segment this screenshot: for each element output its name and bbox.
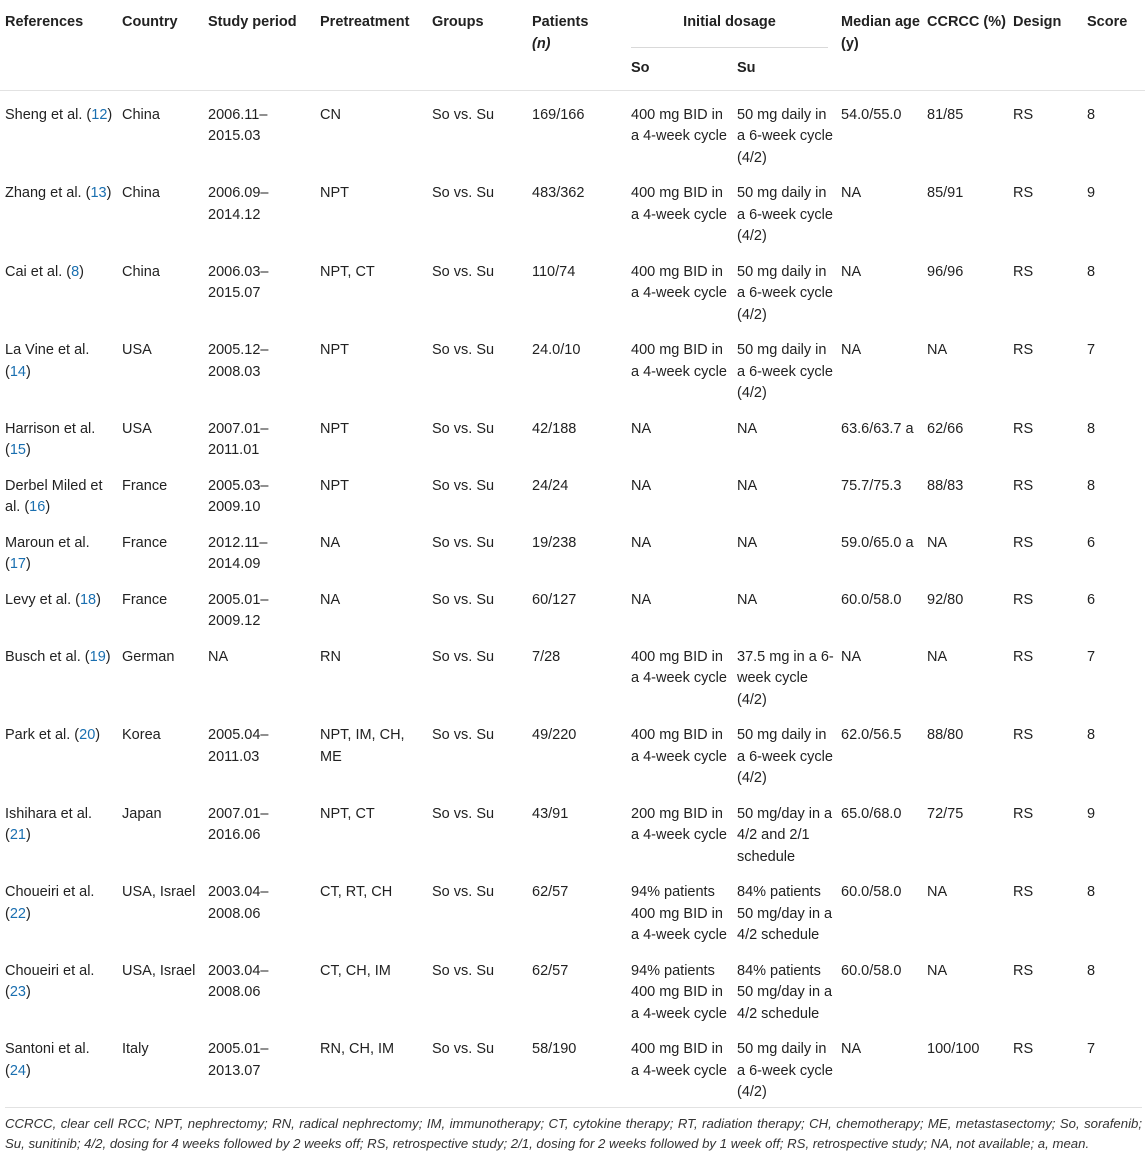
table-row (0, 947, 1145, 1026)
header-design: Design (1013, 14, 1062, 30)
cell-dosage-su: 84% patients 50 mg/day in a 4/2 schedule (737, 884, 833, 943)
cell-groups: So vs. Su (432, 591, 495, 608)
cell-dosage-so: NA (631, 477, 652, 494)
header-so: So (631, 60, 650, 76)
reference-text: Levy et al. ( (5, 591, 80, 608)
cell-score: 8 (1087, 106, 1096, 123)
cell-country: China (122, 185, 160, 201)
citation-link[interactable]: 8 (71, 263, 80, 280)
cell-dosage-su: 50 mg daily in a 6-week cycle (4/2) (737, 342, 833, 401)
cell-study-period: 2006.03–2015.07 (208, 263, 269, 301)
cell-ccrcc: 81/85 (927, 106, 964, 123)
cell-groups: So vs. Su (432, 648, 495, 665)
cell-country: France (122, 591, 168, 608)
cell-study-period: 2005.03–2009.10 (208, 477, 269, 515)
cell-patients: 169/166 (532, 106, 585, 123)
cell-ccrcc: NA (927, 648, 948, 665)
cell-design: RS (1013, 962, 1034, 979)
cell-dosage-so: 200 mg BID in a 4-week cycle (631, 805, 727, 843)
cell-score: 8 (1087, 962, 1096, 979)
cell-pretreatment: RN, CH, IM (320, 1041, 395, 1057)
cell-groups: So vs. Su (432, 884, 495, 900)
cell-score: 8 (1087, 727, 1096, 743)
cell-ccrcc: NA (927, 534, 948, 551)
reference-text: Choueiri et al. ( (5, 884, 95, 922)
cell-dosage-su: 50 mg daily in a 6-week cycle (4/2) (737, 1041, 833, 1100)
cell-groups: So vs. Su (432, 106, 495, 123)
reference-text: Zhang et al. ( (5, 185, 91, 201)
header-groups: Groups (432, 14, 484, 30)
cell-study-period: 2005.01–2013.07 (208, 1041, 269, 1079)
cell-dosage-so: 400 mg BID in a 4-week cycle (631, 185, 727, 223)
citation-link[interactable]: 14 (9, 363, 26, 380)
cell-ccrcc: 88/80 (927, 727, 964, 743)
cell-pretreatment: NPT, CT (320, 263, 375, 280)
cell-study-period: 2006.09–2014.12 (208, 185, 269, 223)
cell-groups: So vs. Su (432, 263, 495, 280)
cell-study-period: 2006.11–2015.03 (208, 106, 268, 144)
header-study-period: Study period (208, 14, 297, 30)
cell-reference: Cai et al. (8) (5, 263, 85, 280)
reference-text: Santoni et al. ( (5, 1041, 90, 1079)
cell-country: France (122, 534, 168, 551)
cell-dosage-su: NA (737, 534, 758, 551)
cell-reference: Harrison et al. (15) (5, 420, 96, 458)
table-row (0, 169, 1145, 248)
cell-reference: Levy et al. (18) (5, 591, 101, 608)
cell-country: China (122, 263, 160, 280)
table-row (0, 790, 1145, 869)
table-row (0, 405, 1145, 462)
cell-design: RS (1013, 884, 1034, 900)
cell-patients: 483/362 (532, 185, 585, 201)
cell-median-age: 54.0/55.0 (841, 106, 902, 123)
cell-ccrcc: 100/100 (927, 1041, 980, 1057)
cell-reference: Derbel Miled et al. (16) (5, 477, 103, 515)
citation-link[interactable]: 16 (29, 499, 46, 515)
citation-link[interactable]: 20 (79, 727, 96, 743)
table-row (0, 248, 1145, 327)
cell-score: 6 (1087, 534, 1096, 551)
cell-median-age: 60.0/58.0 (841, 884, 902, 900)
table-body (0, 91, 1145, 1114)
cell-country: Italy (122, 1041, 149, 1057)
table-row (0, 576, 1145, 633)
header-score: Score (1087, 14, 1128, 30)
cell-dosage-su: 50 mg daily in a 6-week cycle (4/2) (737, 106, 833, 166)
cell-study-period: 2007.01–2016.06 (208, 805, 269, 843)
cell-dosage-so: 400 mg BID in a 4-week cycle (631, 106, 727, 144)
cell-pretreatment: NA (320, 534, 341, 551)
cell-median-age: 62.0/56.5 (841, 727, 902, 743)
cell-design: RS (1013, 805, 1034, 822)
header-su: Su (737, 60, 756, 76)
cell-country: USA, Israel (122, 884, 196, 900)
cell-reference: Ishihara et al. (21) (5, 805, 93, 843)
cell-dosage-so: 400 mg BID in a 4-week cycle (631, 1041, 727, 1079)
cell-dosage-so: 400 mg BID in a 4-week cycle (631, 727, 727, 765)
cell-pretreatment: NPT, CT (320, 805, 375, 822)
cell-score: 8 (1087, 263, 1096, 280)
cell-median-age: NA (841, 342, 862, 358)
cell-patients: 49/220 (532, 727, 577, 743)
citation-link[interactable]: 12 (91, 106, 108, 123)
cell-groups: So vs. Su (432, 727, 495, 743)
cell-reference: Sheng et al. (12) (5, 106, 113, 123)
header-pretreatment: Pretreatment (320, 14, 410, 30)
cell-reference: Choueiri et al. (23) (5, 962, 95, 1000)
cell-ccrcc: 92/80 (927, 591, 964, 608)
cell-reference: Santoni et al. (24) (5, 1041, 90, 1079)
cell-ccrcc: 72/75 (927, 805, 964, 822)
reference-text: Cai et al. ( (5, 263, 72, 280)
table-header (0, 0, 1145, 91)
table-row (0, 91, 1145, 170)
cell-study-period: 2005.04–2011.03 (208, 727, 269, 765)
cell-reference: Maroun et al. (17) (5, 534, 90, 572)
citation-link[interactable]: 17 (9, 556, 26, 572)
cell-pretreatment: NPT (320, 420, 349, 437)
header-country: Country (122, 14, 178, 30)
cell-ccrcc: NA (927, 342, 948, 358)
header-patients (527, 0, 626, 90)
cell-country: USA, Israel (122, 962, 196, 979)
cell-median-age: 75.7/75.3 (841, 477, 902, 494)
reference-text: Choueiri et al. ( (5, 962, 95, 1000)
table-row (0, 326, 1145, 405)
cell-dosage-su: NA (737, 591, 758, 608)
cell-patients: 110/74 (532, 263, 576, 280)
header-references: References (5, 14, 84, 30)
table-row (0, 711, 1145, 790)
citation-link[interactable]: 13 (90, 185, 107, 201)
header-ccrcc: CCRCC (%) (927, 14, 1006, 30)
cell-groups: So vs. Su (432, 1041, 495, 1057)
cell-patients: 42/188 (532, 420, 577, 437)
cell-design: RS (1013, 106, 1034, 123)
citation-link[interactable]: 22 (9, 905, 26, 922)
cell-pretreatment: NPT, IM, CH, ME (320, 727, 405, 765)
cell-score: 7 (1087, 648, 1096, 665)
cell-pretreatment: CN (320, 106, 341, 123)
cell-study-period: 2005.01–2009.12 (208, 591, 269, 629)
cell-score: 7 (1087, 1041, 1096, 1057)
cell-median-age: NA (841, 185, 862, 201)
cell-median-age: NA (841, 648, 862, 665)
reference-text: Busch et al. ( (5, 648, 90, 665)
cell-design: RS (1013, 1041, 1034, 1057)
cell-study-period: 2007.01–2011.01 (208, 420, 269, 458)
cell-score: 8 (1087, 477, 1096, 494)
cell-patients: 24.0/10 (532, 342, 581, 358)
cell-dosage-su: 84% patients 50 mg/day in a 4/2 schedule (737, 962, 833, 1022)
cell-pretreatment: CT, CH, IM (320, 962, 391, 979)
reference-text: Maroun et al. ( (5, 534, 90, 572)
cell-dosage-su: 50 mg/day in a 4/2 and 2/1 schedule (737, 805, 833, 865)
cell-median-age: NA (841, 1041, 862, 1057)
cell-groups: So vs. Su (432, 534, 495, 551)
cell-dosage-su: NA (737, 420, 758, 437)
reference-text: Sheng et al. ( (5, 106, 92, 123)
cell-country: USA (122, 420, 152, 437)
cell-patients: 19/238 (532, 534, 577, 551)
cell-median-age: 65.0/68.0 (841, 805, 902, 822)
cell-ccrcc: 62/66 (927, 420, 964, 437)
cell-dosage-so: 94% patients 400 mg BID in a 4-week cycle (631, 962, 727, 1022)
cell-design: RS (1013, 727, 1034, 743)
cell-median-age: 59.0/65.0 a (841, 534, 914, 551)
cell-patients: 7/28 (532, 648, 561, 665)
table-row (0, 868, 1145, 947)
cell-country: China (122, 106, 160, 123)
cell-groups: So vs. Su (432, 185, 495, 201)
cell-country: France (122, 477, 168, 494)
cell-patients: 62/57 (532, 962, 569, 979)
table-row (0, 1025, 1145, 1114)
cell-score: 8 (1087, 884, 1096, 900)
cell-ccrcc: 96/96 (927, 263, 964, 280)
cell-groups: So vs. Su (432, 962, 495, 979)
cell-ccrcc: NA (927, 962, 948, 979)
header-initial-dosage-label: Initial dosage (631, 12, 828, 48)
cell-score: 7 (1087, 342, 1096, 358)
cell-country: Korea (122, 727, 161, 743)
cell-design: RS (1013, 591, 1034, 608)
header-patients-label: Patients (532, 14, 589, 30)
cell-design: RS (1013, 534, 1034, 551)
citation-link[interactable]: 24 (9, 1062, 26, 1079)
cell-reference: Park et al. (20) (5, 727, 101, 743)
cell-country: Japan (122, 805, 162, 822)
cell-dosage-su: 50 mg daily in a 6-week cycle (4/2) (737, 185, 833, 244)
table-row (0, 462, 1145, 519)
cell-study-period: 2012.11–2014.09 (208, 534, 268, 572)
cell-design: RS (1013, 185, 1034, 201)
cell-study-period: NA (208, 648, 229, 665)
cell-dosage-su: 50 mg daily in a 6-week cycle (4/2) (737, 263, 833, 323)
cell-pretreatment: CT, RT, CH (320, 884, 393, 900)
cell-median-age: NA (841, 263, 862, 280)
cell-median-age: 60.0/58.0 (841, 962, 902, 979)
reference-text: Derbel Miled et al. ( (5, 477, 103, 515)
cell-country: German (122, 648, 175, 665)
cell-dosage-so: 400 mg BID in a 4-week cycle (631, 648, 727, 686)
header-median-age: Median age (y) (841, 14, 920, 52)
header-patients-n: (n) (532, 35, 551, 52)
table-row (0, 519, 1145, 576)
reference-text: Ishihara et al. ( (5, 805, 93, 843)
cell-patients: 58/190 (532, 1041, 577, 1057)
header-initial-dosage (626, 0, 836, 49)
cell-groups: So vs. Su (432, 477, 495, 494)
cell-design: RS (1013, 648, 1034, 665)
cell-groups: So vs. Su (432, 420, 495, 437)
cell-score: 6 (1087, 591, 1096, 608)
cell-design: RS (1013, 420, 1034, 437)
citation-link[interactable]: 23 (9, 984, 26, 1000)
cell-dosage-so: 400 mg BID in a 4-week cycle (631, 342, 727, 380)
cell-median-age: 60.0/58.0 (841, 591, 902, 608)
cell-median-age: 63.6/63.7 a (841, 420, 914, 437)
cell-score: 9 (1087, 805, 1096, 822)
reference-text: La Vine et al. ( (5, 342, 90, 380)
cell-dosage-so: 94% patients 400 mg BID in a 4-week cycle (631, 884, 727, 943)
cell-pretreatment: NPT (320, 477, 349, 494)
cell-reference: La Vine et al. (14) (5, 342, 90, 380)
cell-ccrcc: 88/83 (927, 477, 964, 494)
cell-groups: So vs. Su (432, 805, 495, 822)
cell-patients: 43/91 (532, 805, 569, 822)
cell-ccrcc: NA (927, 884, 948, 900)
cell-dosage-so: NA (631, 534, 652, 551)
cell-design: RS (1013, 342, 1034, 358)
cell-reference: Zhang et al. (13) (5, 185, 112, 201)
cell-dosage-so: 400 mg BID in a 4-week cycle (631, 263, 727, 301)
cell-dosage-so: NA (631, 591, 652, 608)
citation-link[interactable]: 21 (9, 827, 26, 843)
cell-dosage-so: NA (631, 420, 652, 437)
citation-link[interactable]: 15 (9, 442, 26, 458)
cell-pretreatment: RN (320, 648, 341, 665)
cell-pretreatment: NPT (320, 185, 349, 201)
cell-reference: Choueiri et al. (22) (5, 884, 95, 922)
cell-patients: 24/24 (532, 477, 569, 494)
reference-text: Park et al. ( (5, 727, 80, 743)
cell-reference: Busch et al. (19) (5, 648, 111, 665)
cell-study-period: 2003.04–2008.06 (208, 884, 269, 922)
citation-link[interactable]: 18 (79, 591, 97, 608)
cell-pretreatment: NPT (320, 342, 349, 358)
citation-link[interactable]: 19 (89, 648, 106, 665)
table-footnote: CCRCC, clear cell RCC; NPT, nephrectomy; RN, radical nephrectomy; IM, immunotherapy; CT, cytokine therapy; RT, radiation therapy; CH, chemotherapy; ME, metastasectomy; So, sorafenib; Su, sunitinib; 4/2, dosing for 4 weeks followed by 2 weeks off; RS, retrospective study; 2/1, dosing for 2 weeks followed by 1 week off; RS, retrospective study; NA, not available; a, mean. (5, 1107, 1142, 1153)
cell-patients: 60/127 (532, 591, 577, 608)
cell-dosage-su: 50 mg daily in a 6-week cycle (4/2) (737, 727, 833, 786)
cell-design: RS (1013, 263, 1034, 280)
cell-groups: So vs. Su (432, 342, 495, 358)
cell-dosage-su: NA (737, 477, 758, 494)
cell-ccrcc: 85/91 (927, 185, 964, 201)
cell-study-period: 2005.12–2008.03 (208, 342, 269, 380)
cell-score: 9 (1087, 185, 1096, 201)
reference-text: Harrison et al. ( (5, 420, 96, 458)
cell-dosage-su: 37.5 mg in a 6-week cycle (4/2) (737, 648, 834, 708)
cell-design: RS (1013, 477, 1034, 494)
cell-study-period: 2003.04–2008.06 (208, 962, 269, 1000)
cell-patients: 62/57 (532, 884, 569, 900)
cell-score: 8 (1087, 420, 1096, 437)
cell-country: USA (122, 342, 152, 358)
cell-pretreatment: NA (320, 591, 341, 608)
table-row (0, 633, 1145, 712)
